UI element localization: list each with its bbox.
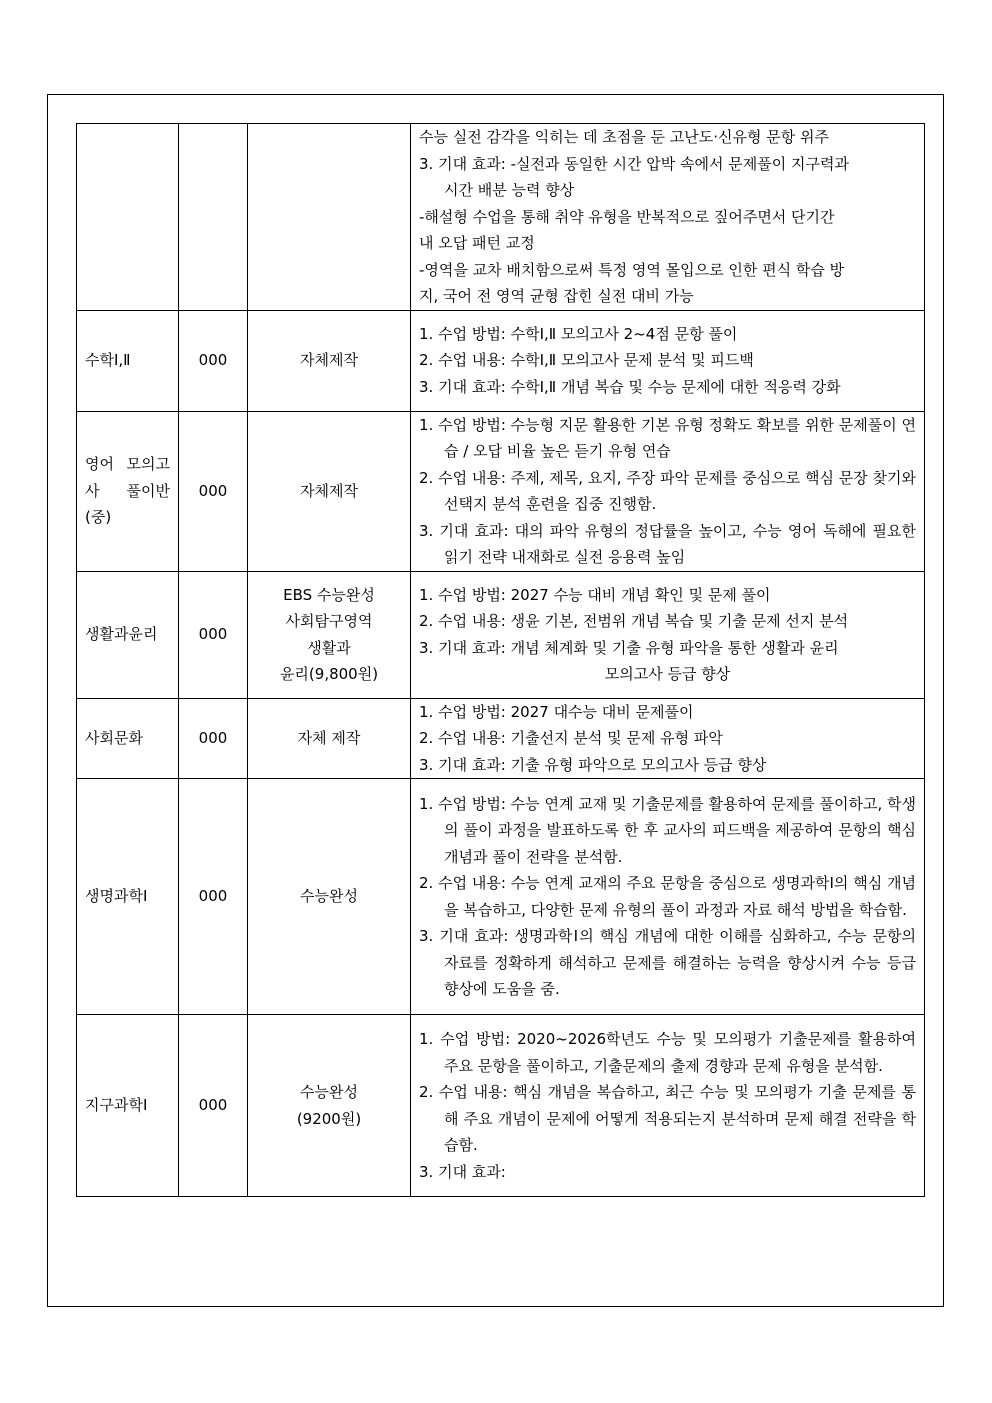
description-item: 2. 수업 내용: 기출선지 분석 및 문제 유형 파악 bbox=[419, 729, 723, 747]
table-row bbox=[77, 571, 925, 698]
textbook-cell bbox=[248, 571, 411, 698]
textbook-cell: 자체제작 bbox=[248, 411, 411, 571]
textbook-cell bbox=[248, 1015, 411, 1197]
description-item: 3. 기대 효과: bbox=[419, 1162, 506, 1181]
description-line: 수능 실전 감각을 익히는 데 초점을 둔 고난도·신유형 문항 위주 bbox=[419, 128, 829, 146]
count-cell: 000 bbox=[179, 698, 248, 779]
description-item: 2. 수업 내용: 주제, 제목, 요지, 주장 파악 문제를 중심으로 핵심 문장 찾기와 선택지 분석 훈련을 집중 진행함. bbox=[419, 468, 916, 513]
count-cell: 000 bbox=[179, 1015, 248, 1197]
textbook-line: 사회탐구영역 bbox=[285, 612, 373, 630]
textbook-cell: 자체제작 bbox=[248, 310, 411, 411]
description-item: 1. 수업 방법: 수능 연계 교재 및 기출문제를 활용하여 문제를 풀이하고, 학생의 풀이 과정을 발표하도록 한 후 교사의 피드백을 제공하여 문항의 핵심 개념과 풀이 전략을 분석함. bbox=[419, 794, 916, 866]
subject-cell: 지구과학Ⅰ bbox=[77, 1015, 179, 1197]
description-item: 1. 수업 방법: 2027 수능 대비 개념 확인 및 문제 풀이 bbox=[419, 585, 771, 604]
count-cell: 000 bbox=[179, 571, 248, 698]
description-item: 2. 수업 내용: 수학Ⅰ,Ⅱ 모의고사 문제 분석 및 피드백 bbox=[419, 351, 754, 370]
textbook-cell: 수능완성 bbox=[248, 779, 411, 1015]
description-line: -영역을 교차 배치함으로써 특정 영역 몰입으로 인한 편식 학습 방 bbox=[419, 260, 845, 279]
description-line: 내 오답 패턴 교정 bbox=[419, 234, 535, 252]
subject-cell: 생명과학Ⅰ bbox=[77, 779, 179, 1015]
subject-cell: 사회문화 bbox=[77, 698, 179, 779]
description-item: 2. 수업 내용: 수능 연계 교재의 주요 문항을 중심으로 생명과학Ⅰ의 핵심 개념을 복습하고, 다양한 문제 유형의 풀이 과정과 자료 해석 방법을 학습함. bbox=[419, 874, 916, 919]
description-item: 1. 수업 방법: 수능형 지문 활용한 기본 유형 정확도 확보를 위한 문제풀이 연습 / 오답 비율 높은 듣기 유형 연습 bbox=[419, 415, 916, 460]
description-cell bbox=[411, 411, 925, 571]
description-cell bbox=[411, 124, 925, 311]
count-cell: 000 bbox=[179, 411, 248, 571]
count-cell: 000 bbox=[179, 779, 248, 1015]
description-item: 3. 기대 효과: 생명과학Ⅰ의 핵심 개념에 대한 이해를 심화하고, 수능 문항의 자료를 정확하게 해석하고 문제를 해결하는 능력을 향상시켜 수능 등급 향상에 도움을 줌. bbox=[419, 927, 916, 998]
count-cell bbox=[179, 124, 248, 311]
textbook-line: 수능완성 bbox=[300, 1083, 358, 1101]
description-cell bbox=[411, 1015, 925, 1197]
table-row bbox=[77, 1015, 925, 1197]
description-item: 2. 수업 내용: 핵심 개념을 복습하고, 최근 수능 및 모의평가 기출 문제를 통해 주요 개념이 문제에 어떻게 적용되는지 분석하며 문제 해결 전략을 학습함. bbox=[419, 1083, 916, 1154]
table-row bbox=[77, 779, 925, 1015]
description-line: -해설형 수업을 통해 취약 유형을 반복적으로 짚어주면서 단기간 bbox=[419, 207, 835, 226]
subject-cell: 생활과윤리 bbox=[77, 571, 179, 698]
description-item: 3. 기대 효과: 수학Ⅰ,Ⅱ 개념 복습 및 수능 문제에 대한 적응력 강화 bbox=[419, 377, 841, 396]
textbook-line: EBS 수능완성 bbox=[283, 585, 375, 604]
textbook-cell bbox=[248, 124, 411, 311]
table-row bbox=[77, 124, 925, 311]
description-cell bbox=[411, 571, 925, 698]
description-line: 3. 기대 효과: -실전과 동일한 시간 압박 속에서 문제풀이 지구력과 bbox=[419, 154, 849, 173]
count-cell: 000 bbox=[179, 310, 248, 411]
description-line: 시간 배분 능력 향상 bbox=[444, 181, 575, 199]
textbook-line: (9200원) bbox=[296, 1109, 362, 1128]
table-row bbox=[77, 698, 925, 779]
description-item: 2. 수업 내용: 생윤 기본, 전범위 개념 복습 및 기출 문제 선지 분석 bbox=[419, 612, 849, 630]
table-row bbox=[77, 411, 925, 571]
textbook-line: 윤리(9,800원) bbox=[279, 665, 379, 683]
subject-cell bbox=[77, 124, 179, 311]
textbook-line: 생활과 bbox=[307, 638, 351, 657]
course-plan-table bbox=[76, 123, 925, 1197]
subject-cell: 영어 모의고사 풀이반(중) bbox=[77, 411, 179, 571]
description-item: 1. 수업 방법: 2020~2026학년도 수능 및 모의평가 기출문제를 활용하여 주요 문항을 풀이하고, 기출문제의 출제 경향과 문제 유형을 분석함. bbox=[419, 1030, 916, 1075]
description-item: 1. 수업 방법: 2027 대수능 대비 문제풀이 bbox=[419, 702, 694, 721]
description-item: 1. 수업 방법: 수학Ⅰ,Ⅱ 모의고사 2~4점 문항 풀이 bbox=[419, 324, 738, 343]
description-item: 3. 기대 효과: 대의 파악 유형의 정답률을 높이고, 수능 영어 독해에 필요한 읽기 전략 내재화로 실전 응용력 높임 bbox=[419, 521, 916, 566]
description-cell bbox=[411, 779, 925, 1015]
description-line: 지, 국어 전 영역 균형 잡힌 실전 대비 가능 bbox=[419, 287, 694, 305]
description-item: 3. 기대 효과: 개념 체계화 및 기출 유형 파악을 통한 생활과 윤리 bbox=[419, 638, 839, 657]
description-line: 모의고사 등급 향상 bbox=[604, 665, 731, 683]
description-cell bbox=[411, 310, 925, 411]
subject-cell: 수학Ⅰ,Ⅱ bbox=[77, 310, 179, 411]
textbook-cell: 자체 제작 bbox=[248, 698, 411, 779]
description-item: 3. 기대 효과: 기출 유형 파악으로 모의고사 등급 향상 bbox=[419, 755, 767, 774]
table-row bbox=[77, 310, 925, 411]
description-cell bbox=[411, 698, 925, 779]
